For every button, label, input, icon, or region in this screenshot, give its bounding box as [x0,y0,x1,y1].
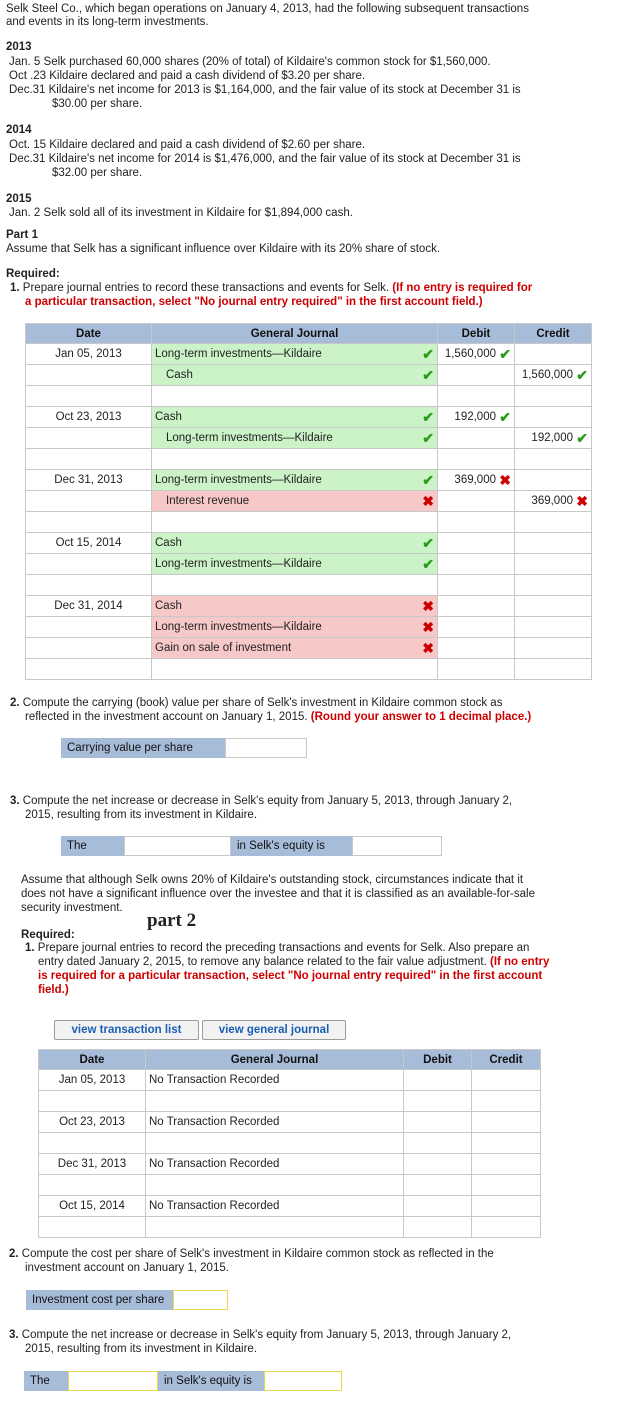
cross-icon: ✖ [422,598,434,614]
part2-q1-line2 [38,955,549,969]
cross-icon: ✖ [422,619,434,635]
account-field[interactable] [152,365,438,386]
account-name: Cash [166,369,193,381]
col-header-date: Date [39,1050,146,1070]
journal-row [26,638,592,659]
debit-field[interactable] [438,533,515,554]
part2-assume-3: security investment. [21,902,123,914]
part2-q1-instruction-b: is required for a particular transaction, select "No journal entry required" in the first account [38,970,543,982]
journal-entry-text [146,1217,404,1238]
journal-row [39,1112,541,1133]
part2-q3-line1 [9,1328,511,1342]
part1-q1-instruction-a: (If no entry is required for [392,282,533,294]
check-icon: ✔ [576,430,588,446]
debit-field[interactable] [438,596,515,617]
part1-equity-amount-input[interactable] [352,836,442,856]
entry-date [39,1091,146,1112]
debit-field [404,1112,472,1133]
year-2015-label: 2015 [6,193,32,205]
entry-date[interactable] [26,512,152,533]
part1-equity-change-select[interactable] [124,836,231,856]
journal-row [26,470,592,491]
credit-field[interactable] [515,491,592,512]
credit-field[interactable] [515,449,592,470]
credit-amount: 369,000 [531,495,573,507]
journal-row [39,1175,541,1196]
cross-icon: ✖ [499,472,511,488]
part2-equity-mid-label: in Selk's equity is [158,1371,264,1391]
credit-field[interactable] [515,512,592,533]
check-icon: ✔ [422,409,434,425]
entry-date: Jan 05, 2013 [39,1070,146,1091]
journal-row [39,1091,541,1112]
debit-field [404,1196,472,1217]
part2-q1-text-2: entry dated January 2, 2015, to remove any balance related to the fair value adjustment. [38,956,487,968]
part1-q2-text: Compute the carrying (book) value per share of Selk's investment in Kildaire common stock as [22,697,503,709]
journal-entry-text [146,1091,404,1112]
event-2015-1: Jan. 2 Selk sold all of its investment in Kildaire for $1,894,000 cash. [9,207,353,219]
journal-entry-text: No Transaction Recorded [146,1196,404,1217]
carrying-value-label: Carrying value per share [61,738,225,758]
account-name: Long-term investments—Kildaire [166,432,333,444]
credit-field [472,1196,541,1217]
journal-row [26,659,592,680]
entry-date[interactable]: Jan 05, 2013 [26,344,152,365]
col-header-credit: Credit [515,324,592,344]
entry-date[interactable] [26,386,152,407]
event-2013-4: $30.00 per share. [52,98,143,110]
entry-date[interactable] [26,659,152,680]
credit-field [472,1154,541,1175]
entry-date [39,1133,146,1154]
part1-q1-text: Prepare journal entries to record these transactions and events for Selk. [22,282,390,294]
part1-q2-text-2: reflected in the investment account on January 1, 2015. [25,711,308,723]
journal-row [26,617,592,638]
part2-required: Required: [21,929,75,941]
journal-row [26,449,592,470]
journal-entry-text: No Transaction Recorded [146,1070,404,1091]
check-icon: ✔ [422,535,434,551]
debit-amount: 192,000 [454,411,496,423]
debit-field[interactable] [438,638,515,659]
entry-date[interactable] [26,491,152,512]
account-field[interactable] [152,344,438,365]
part2-q1-number: 1. [25,942,35,954]
account-name: Interest revenue [166,495,250,507]
credit-amount: 192,000 [531,432,573,444]
part1-q2-rounding-note: (Round your answer to 1 decimal place.) [310,711,532,723]
credit-field [472,1217,541,1238]
debit-field [404,1175,472,1196]
entry-date[interactable] [26,428,152,449]
journal-row [39,1217,541,1238]
credit-field[interactable] [515,407,592,428]
journal-row [26,575,592,596]
part2-title: part 2 [147,910,197,931]
entry-date[interactable] [26,575,152,596]
credit-field[interactable] [515,470,592,491]
journal-row [26,596,592,617]
debit-field [404,1133,472,1154]
debit-field[interactable] [438,428,515,449]
entry-date[interactable] [26,449,152,470]
entry-date[interactable]: Dec 31, 2014 [26,596,152,617]
journal-entry-text: No Transaction Recorded [146,1112,404,1133]
entry-date: Oct 15, 2014 [39,1196,146,1217]
part2-q1-text: Prepare journal entries to record the preceding transactions and events for Selk. Also prepare an [37,942,530,954]
credit-field[interactable] [515,344,592,365]
account-field[interactable] [152,659,438,680]
journal-entry-text [146,1133,404,1154]
entry-date[interactable]: Dec 31, 2013 [26,470,152,491]
credit-field [472,1133,541,1154]
entry-date[interactable] [26,638,152,659]
part1-required: Required: [6,268,60,280]
cross-icon: ✖ [576,493,588,509]
part1-q2-line2 [25,710,531,724]
part2-journal-table [38,1049,541,1238]
event-2014-3: $32.00 per share. [52,167,143,179]
part2-assume-1: Assume that although Selk owns 20% of Kildaire's outstanding stock, circumstances indicate that it [21,874,524,886]
debit-field[interactable] [438,386,515,407]
col-header-debit: Debit [404,1050,472,1070]
col-header-debit: Debit [438,324,515,344]
cross-icon: ✖ [422,640,434,656]
account-field[interactable] [152,554,438,575]
check-icon: ✔ [422,367,434,383]
check-icon: ✔ [499,346,511,362]
part2-q2-line1 [9,1247,494,1261]
entry-date[interactable] [26,617,152,638]
part1-q2-number: 2. [10,697,20,709]
part1-equity-the-label: The [61,836,124,856]
investment-cost-input[interactable] [173,1290,228,1310]
entry-date: Dec 31, 2013 [39,1154,146,1175]
account-field[interactable] [152,638,438,659]
entry-date[interactable] [26,554,152,575]
investment-cost-label: Investment cost per share [26,1290,173,1310]
debit-field [404,1154,472,1175]
debit-field[interactable] [438,617,515,638]
journal-row [26,554,592,575]
journal-row [26,533,592,554]
part1-journal-table [25,323,592,680]
debit-field [404,1217,472,1238]
journal-row [26,428,592,449]
part1-q3-line2: 2015, resulting from its investment in Kildaire. [25,809,258,821]
part2-equity-the-label: The [24,1371,68,1391]
debit-field[interactable] [438,512,515,533]
credit-field [472,1091,541,1112]
debit-field[interactable] [438,344,515,365]
credit-field[interactable] [515,428,592,449]
part2-q1-instruction-a: (If no entry [489,956,550,968]
part2-assume-2: does not have a significant influence over the investee and that it is classified as an available-for-sale [21,888,535,900]
journal-row [39,1196,541,1217]
part1-q3-number: 3. [10,795,20,807]
credit-field [472,1070,541,1091]
part1-q2-line1 [10,696,502,710]
journal-entry-text [146,1175,404,1196]
check-icon: ✔ [499,409,511,425]
journal-row [26,386,592,407]
entry-date[interactable]: Oct 23, 2013 [26,407,152,428]
part2-q2-line2: investment account on January 1, 2015. [25,1262,229,1274]
col-header-general-journal: General Journal [152,324,438,344]
debit-field[interactable] [438,554,515,575]
account-field[interactable] [152,512,438,533]
entry-date: Oct 23, 2013 [39,1112,146,1133]
part1-q1-number: 1. [10,282,20,294]
event-2013-1: Jan. 5 Selk purchased 60,000 shares (20% of total) of Kildaire's common stock for $1,560,000. [9,56,491,68]
part2-q3-text: Compute the net increase or decrease in Selk's equity from January 5, 2013, through January 2, [21,1329,512,1341]
part2-q1-line1 [25,941,529,955]
journal-row [26,344,592,365]
debit-field[interactable] [438,470,515,491]
debit-field[interactable] [438,365,515,386]
intro-line-2: and events in its long-term investments. [6,16,209,28]
part1-assumption: Assume that Selk has a significant influence over Kildaire with its 20% share of stock. [6,243,441,255]
credit-field[interactable] [515,617,592,638]
part2-q1-instruction-c: field.) [38,984,69,996]
journal-row [39,1154,541,1175]
entry-date [39,1175,146,1196]
event-2014-1: Oct. 15 Kildaire declared and paid a cash dividend of $2.60 per share. [9,139,366,151]
account-field[interactable] [152,575,438,596]
event-2013-2: Oct .23 Kildaire declared and paid a cash dividend of $3.20 per share. [9,70,366,82]
account-field[interactable] [152,596,438,617]
debit-field[interactable] [438,449,515,470]
credit-field[interactable] [515,638,592,659]
entry-date [39,1217,146,1238]
credit-field[interactable] [515,386,592,407]
col-header-credit: Credit [472,1050,541,1070]
account-name: Long-term investments—Kildaire [155,348,322,360]
check-icon: ✔ [576,367,588,383]
part1-equity-mid-label: in Selk's equity is [231,836,352,856]
debit-field [404,1091,472,1112]
debit-amount: 369,000 [454,474,496,486]
cross-icon: ✖ [422,493,434,509]
debit-amount: 1,560,000 [444,348,496,360]
account-field[interactable] [152,407,438,428]
journal-row [26,512,592,533]
debit-field[interactable] [438,407,515,428]
event-2014-2: Dec.31 Kildaire's net income for 2014 is $1,476,000, and the fair value of its stock at December 31 is [9,153,521,165]
part2-equity-amount-input[interactable] [264,1371,342,1391]
account-name: Long-term investments—Kildaire [155,474,322,486]
credit-field[interactable] [515,533,592,554]
check-icon: ✔ [422,472,434,488]
part1-q3-line1 [10,794,512,808]
account-field[interactable] [152,491,438,512]
part2-q3-number: 3. [9,1329,19,1341]
year-2014-label: 2014 [6,124,32,136]
account-name: Cash [155,537,182,549]
carrying-value-input[interactable] [225,738,307,758]
part2-equity-change-select[interactable] [68,1371,158,1391]
debit-field[interactable] [438,575,515,596]
debit-field[interactable] [438,659,515,680]
year-2013-label: 2013 [6,41,32,53]
check-icon: ✔ [422,346,434,362]
account-field[interactable] [152,428,438,449]
part1-q3-text: Compute the net increase or decrease in Selk's equity from January 5, 2013, through January 2, [22,795,513,807]
credit-field[interactable] [515,554,592,575]
credit-field[interactable] [515,596,592,617]
account-name: Long-term investments—Kildaire [155,621,322,633]
credit-field [472,1112,541,1133]
journal-row [39,1133,541,1154]
part2-q3-line2: 2015, resulting from its investment in Kildaire. [25,1343,258,1355]
col-header-general-journal: General Journal [146,1050,404,1070]
debit-field [404,1070,472,1091]
check-icon: ✔ [422,430,434,446]
journal-row [26,491,592,512]
account-name: Long-term investments—Kildaire [155,558,322,570]
account-name: Gain on sale of investment [155,642,292,654]
journal-entry-text: No Transaction Recorded [146,1154,404,1175]
credit-field[interactable] [515,365,592,386]
entry-date[interactable] [26,365,152,386]
view-general-journal-button[interactable]: view general journal [202,1020,346,1040]
account-name: Cash [155,600,182,612]
account-name: Cash [155,411,182,423]
account-field[interactable] [152,386,438,407]
account-field[interactable] [152,449,438,470]
account-field[interactable] [152,617,438,638]
journal-row [26,407,592,428]
entry-date[interactable]: Oct 15, 2014 [26,533,152,554]
credit-field[interactable] [515,659,592,680]
check-icon: ✔ [422,556,434,572]
part2-q2-number: 2. [9,1248,19,1260]
account-field[interactable] [152,533,438,554]
credit-field[interactable] [515,575,592,596]
part1-q1-instruction-b: a particular transaction, select "No journal entry required" in the first account field.) [25,296,483,308]
intro-line-1: Selk Steel Co., which began operations on January 4, 2013, had the following subsequent transactions [6,3,529,15]
credit-field [472,1175,541,1196]
view-transaction-list-button[interactable]: view transaction list [54,1020,199,1040]
journal-row [39,1070,541,1091]
part2-q2-text: Compute the cost per share of Selk's investment in Kildaire common stock as reflected in the [21,1248,494,1260]
col-header-date: Date [26,324,152,344]
part1-title: Part 1 [6,229,38,241]
debit-field[interactable] [438,491,515,512]
event-2013-3: Dec.31 Kildaire's net income for 2013 is $1,164,000, and the fair value of its stock at December 31 is [9,84,521,96]
part1-q1 [10,281,532,295]
journal-row [26,365,592,386]
account-field[interactable] [152,470,438,491]
credit-amount: 1,560,000 [521,369,573,381]
